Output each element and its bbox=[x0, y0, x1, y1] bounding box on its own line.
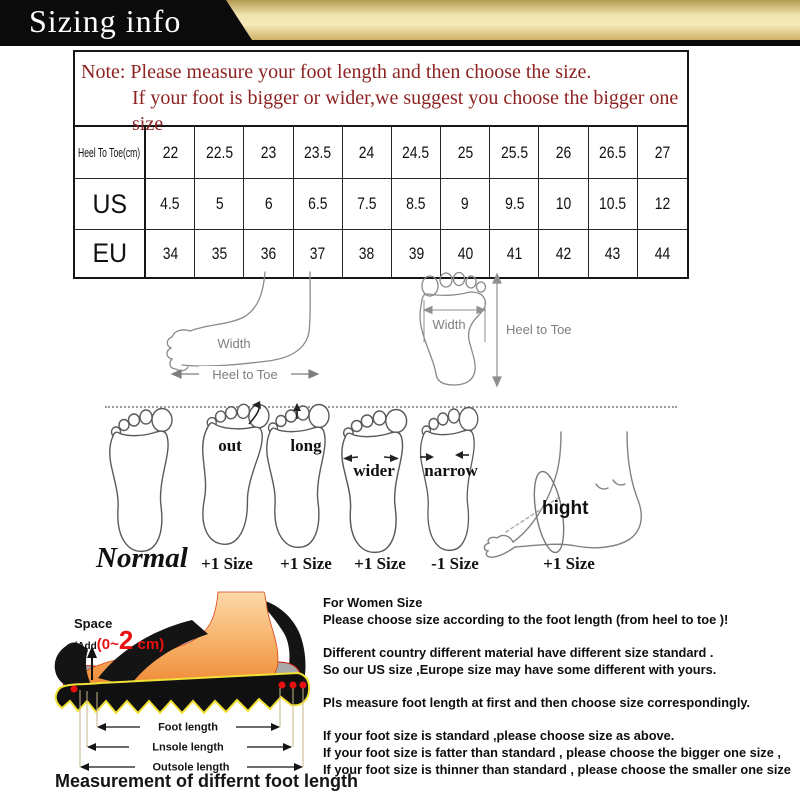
cell: 27 bbox=[638, 127, 687, 179]
cell: 24.5 bbox=[392, 127, 441, 179]
foot-out bbox=[191, 400, 270, 548]
cell: 38 bbox=[343, 230, 392, 277]
top-width-label: Width bbox=[432, 317, 466, 332]
advice-line: Pls measure foot length at first and then choose size correspondingly. bbox=[323, 695, 751, 710]
cell: 25.5 bbox=[490, 127, 539, 179]
cell: 24 bbox=[343, 127, 392, 179]
cell: 8.5 bbox=[392, 179, 441, 230]
advice-line: Different country different material have different size standard . bbox=[323, 645, 714, 660]
advice-line: For Women Size bbox=[323, 595, 423, 610]
cell: 9 bbox=[441, 179, 490, 230]
cell: 10.5 bbox=[589, 179, 638, 230]
row-header-us: US bbox=[75, 179, 146, 230]
note-line-2: If your foot is bigger or wider,we suggest you choose the bigger one size bbox=[132, 87, 679, 135]
cell: 5 bbox=[195, 179, 244, 230]
space-label: Space bbox=[74, 616, 113, 631]
insole-length-label: Lnsole length bbox=[152, 741, 224, 754]
cell: 40 bbox=[441, 230, 490, 277]
diagram-caption: Measurement of differnt foot length bbox=[55, 771, 358, 791]
advice-line: If your foot size is standard ,please choose size as above. bbox=[323, 728, 675, 743]
add-unit: cm) bbox=[137, 636, 165, 653]
cell: 26.5 bbox=[589, 127, 638, 179]
top-length-arrow bbox=[493, 274, 501, 386]
cell: 7.5 bbox=[343, 179, 392, 230]
foot-long bbox=[267, 405, 329, 548]
cell: 36 bbox=[244, 230, 293, 277]
note-text bbox=[75, 52, 687, 135]
side-foot-drawing bbox=[167, 272, 310, 371]
cell: 37 bbox=[294, 230, 343, 277]
cell: 41 bbox=[490, 230, 539, 277]
cell: 22 bbox=[146, 127, 195, 179]
cell: 12 bbox=[638, 179, 687, 230]
cell: 22.5 bbox=[195, 127, 244, 179]
size-table bbox=[75, 127, 687, 277]
note-line-1: Note: Please measure your foot length and then choose the size. bbox=[81, 61, 592, 83]
foot-length-label: Foot length bbox=[158, 721, 218, 734]
foot-hight-label: hight bbox=[542, 498, 589, 519]
foot-narrow-label: narrow bbox=[424, 461, 478, 480]
foot-hight-size: +1 Size bbox=[543, 554, 595, 573]
foot-normal-label: Normal bbox=[96, 542, 188, 574]
row-header-eu: EU bbox=[75, 230, 146, 277]
cell: 6.5 bbox=[294, 179, 343, 230]
cell: 4.5 bbox=[146, 179, 195, 230]
foot-long-size: +1 Size bbox=[280, 554, 332, 573]
side-length-label: Heel to Toe bbox=[212, 367, 278, 382]
top-length-label: Heel to Toe bbox=[506, 322, 572, 337]
outsole-length-label: Outsole length bbox=[152, 761, 230, 774]
cell: 6 bbox=[244, 179, 293, 230]
cell: 23.5 bbox=[294, 127, 343, 179]
foot-hight-drawing bbox=[484, 432, 641, 557]
cell: 9.5 bbox=[490, 179, 539, 230]
foot-narrow-size: -1 Size bbox=[431, 554, 479, 573]
add-open: (0~ bbox=[96, 636, 119, 653]
cell: 34 bbox=[146, 230, 195, 277]
foot-out-size: +1 Size bbox=[201, 554, 253, 573]
add-prefix: (Add bbox=[74, 641, 97, 652]
space-annotation bbox=[74, 617, 164, 653]
advice-line: If your foot size is thinner than standard , please choose the smaller one size bbox=[323, 762, 791, 777]
cell: 23 bbox=[244, 127, 293, 179]
cell: 42 bbox=[539, 230, 588, 277]
add-value: 2 bbox=[118, 625, 134, 655]
advice-line: So our US size ,Europe size may have some different with yours. bbox=[323, 662, 717, 677]
foot-long-label: long bbox=[290, 436, 322, 455]
advice-line: If your foot size is fatter than standard , please choose the bigger one size , bbox=[323, 745, 781, 760]
foot-out-label: out bbox=[218, 436, 242, 455]
foot-wider-label: wider bbox=[353, 461, 395, 480]
page-title: Sizing info bbox=[29, 3, 182, 39]
cell: 39 bbox=[392, 230, 441, 277]
cell: 25 bbox=[441, 127, 490, 179]
row-header-heel-to-toe: Heel To Toe(cm) bbox=[75, 127, 146, 179]
cell: 26 bbox=[539, 127, 588, 179]
foot-measuring-diagram bbox=[0, 262, 800, 410]
size-advice bbox=[323, 594, 795, 778]
foot-normal bbox=[110, 409, 172, 552]
cell: 43 bbox=[589, 230, 638, 277]
size-chart-box bbox=[73, 50, 689, 279]
side-width-label: Width bbox=[217, 336, 251, 351]
advice-line: Please choose size according to the foot length (from heel to toe )! bbox=[323, 612, 729, 627]
cell: 44 bbox=[654, 243, 671, 263]
cell: 10 bbox=[539, 179, 588, 230]
cell: 35 bbox=[195, 230, 244, 277]
foot-wider-size: +1 Size bbox=[354, 554, 406, 573]
gold-ribbon bbox=[226, 0, 800, 40]
